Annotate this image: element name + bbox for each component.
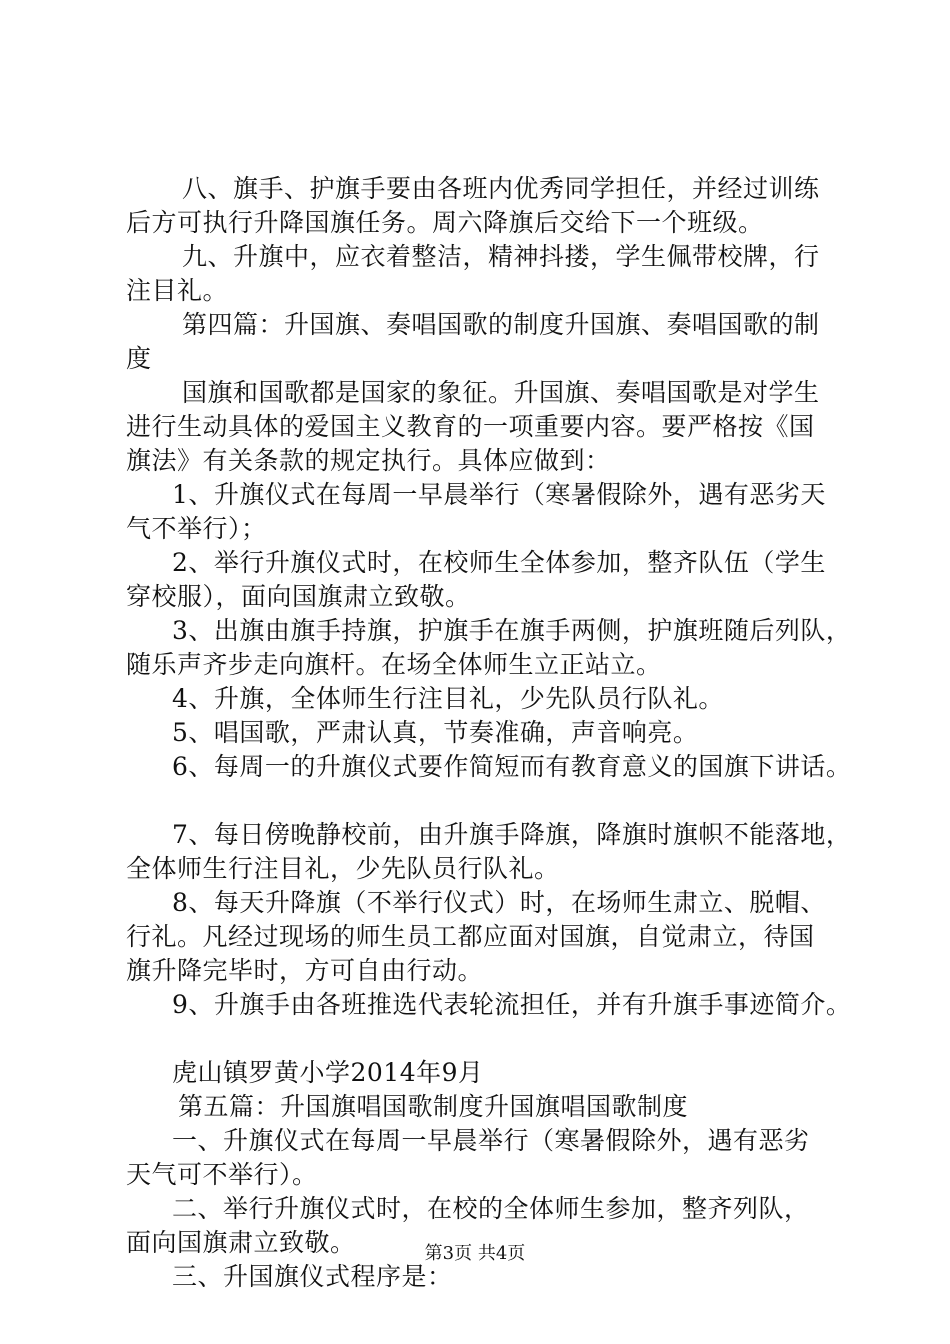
list-item-line: 行礼。凡经过现场的师生员工都应面对国旗，自觉肃立，待国 (126, 922, 815, 951)
list-item-line: 8、每天升降旗（不举行仪式）时，在场师生肃立、脱帽、 (172, 888, 826, 917)
list-item-line: 9、升旗手由各班推选代表轮流担任，并有升旗手事迹简介。 (172, 990, 852, 1019)
paragraph-line: 注目礼。 (126, 276, 229, 305)
signature-line: 虎山镇罗黄小学2014年9月 (172, 1058, 484, 1087)
list-item-line: 2、举行升旗仪式时，在校师生全体参加，整齐队伍（学生 (172, 548, 826, 577)
paragraph-line: 九、升旗中，应衣着整洁，精神抖搂，学生佩带校牌，行 (182, 242, 820, 271)
list-item-line: 旗升降完毕时，方可自由行动。 (126, 956, 484, 985)
document-body (126, 172, 852, 1294)
blank-line (126, 1022, 834, 1056)
paragraph-line: 进行生动具体的爱国主义教育的一项重要内容。要严格按《国 (126, 412, 815, 441)
list-item-line: 三、升国旗仪式程序是： (172, 1262, 453, 1291)
list-item-line: 全体师生行注目礼，少先队员行队礼。 (126, 854, 560, 883)
list-item-line: 穿校服），面向国旗肃立致敬。 (126, 582, 471, 611)
paragraph-line: 国旗和国歌都是国家的象征。升国旗、奏唱国歌是对学生 (182, 378, 820, 407)
list-item-line: 随乐声齐步走向旗杆。在场全体师生立正站立。 (126, 650, 662, 679)
list-item-line: 1、升旗仪式在每周一早晨举行（寒暑假除外，遇有恶劣天 (172, 480, 826, 509)
section-heading-line: 度 (126, 344, 152, 373)
list-item-line: 气不举行）； (126, 514, 267, 543)
list-item-line: 二、举行升旗仪式时，在校的全体师生参加，整齐列队， (172, 1194, 810, 1223)
section-heading-line: 第四篇：升国旗、奏唱国歌的制度升国旗、奏唱国歌的制 (182, 310, 820, 339)
list-item-line: 一、升旗仪式在每周一早晨举行（寒暑假除外，遇有恶劣 (172, 1126, 810, 1155)
list-item-line: 天气可不举行）。 (126, 1160, 318, 1189)
paragraph-line: 八、旗手、护旗手要由各班内优秀同学担任，并经过训练 (182, 174, 820, 203)
list-item-line: 3、出旗由旗手持旗，护旗手在旗手两侧，护旗班随后列队， (172, 616, 852, 645)
list-item-line: 面向国旗肃立致敬。 (126, 1228, 356, 1257)
paragraph-line: 旗法》有关条款的规定执行。具体应做到： (126, 446, 611, 475)
list-item-line: 5、唱国歌，严肃认真，节奏准确，声音响亮。 (172, 718, 699, 747)
paragraph-line: 后方可执行升降国旗任务。周六降旗后交给下一个班级。 (126, 208, 764, 237)
list-item-line: 7、每日傍晚静校前，由升旗手降旗，降旗时旗帜不能落地， (172, 820, 852, 849)
list-item-line: 6、每周一的升旗仪式要作简短而有教育意义的国旗下讲话。 (172, 752, 852, 781)
list-item-line: 4、升旗，全体师生行注目礼，少先队员行队礼。 (172, 684, 724, 713)
section-heading-line: 第五篇：升国旗唱国歌制度升国旗唱国歌制度 (178, 1092, 689, 1121)
page-footer: 第3页 共4页 (424, 1243, 526, 1264)
blank-line (126, 784, 834, 818)
